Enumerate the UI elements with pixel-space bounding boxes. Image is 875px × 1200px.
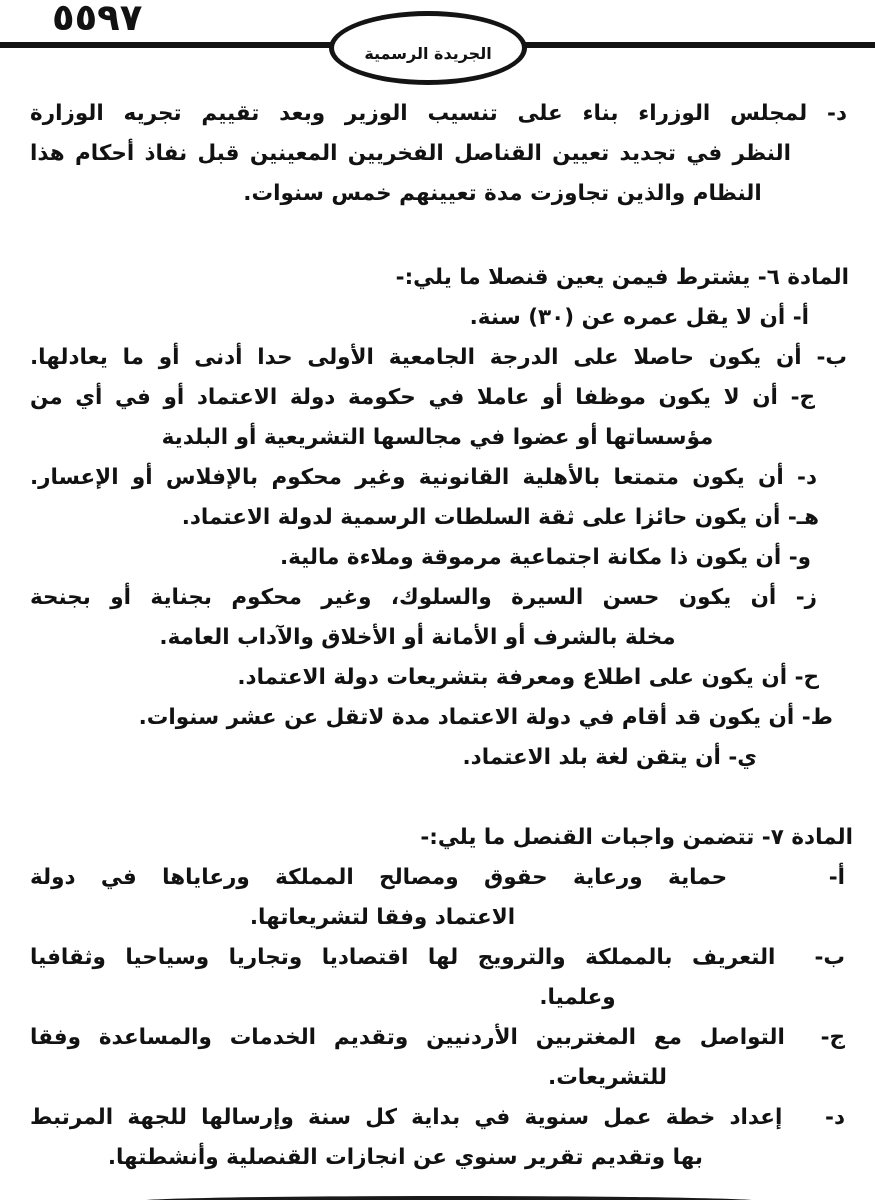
document-body — [0, 80, 875, 1178]
article-6 — [0, 258, 875, 778]
text-line: ب- أن يكون حاصلا على الدرجة الجامعية الأولى حدا أدنى أو ما يعادلها. — [30, 345, 847, 370]
text-line: النظر في تجديد تعيين القناصل الفخريين المعينين قبل نفاذ أحكام هذا — [30, 141, 791, 166]
text-line: ج- أن لا يكون موظفا أو عاملا في حكومة دولة الاعتماد أو في أي من — [30, 385, 815, 410]
text-line: بها وتقديم تقرير سنوي عن انجازات القنصلية وأنشطتها. — [107, 1145, 703, 1170]
article-7 — [0, 818, 875, 1178]
text-line: المادة ٧- تتضمن واجبات القنصل ما يلي:- — [420, 825, 853, 850]
text-line: هـ- أن يكون حائزا على ثقة السلطات الرسمية لدولة الاعتماد. — [181, 505, 819, 530]
text-line: المادة ٦- يشترط فيمن يعين قنصلا ما يلي:- — [395, 265, 849, 290]
text-line: مخلة بالشرف أو الأمانة أو الأخلاق والآداب العامة. — [159, 625, 676, 650]
text-line: ط- أن يكون قد أقام في دولة الاعتماد مدة لاتقل عن عشر سنوات. — [138, 705, 833, 730]
bottom-rule — [140, 1196, 758, 1200]
text-line: أ- أن لا يقل عمره عن (٣٠) سنة. — [469, 305, 809, 330]
text-line: و- أن يكون ذا مكانة اجتماعية مرموقة وملاءة مالية. — [279, 545, 811, 570]
text-line: للتشريعات. — [548, 1065, 667, 1090]
text-line: ج- التواصل مع المغتربين الأردنيين وتقديم الخدمات والمساعدة وفقا — [30, 1025, 845, 1050]
text-line: الاعتماد وفقا لتشريعاتها. — [249, 905, 516, 930]
text-line: ح- أن يكون على اطلاع ومعرفة بتشريعات دولة الاعتماد. — [237, 665, 819, 690]
text-line: ز- أن يكون حسن السيرة والسلوك، وغير محكوم بجناية أو بجنحة — [30, 585, 817, 610]
text-line: ب- التعريف بالمملكة والترويج لها اقتصاديا وتجاريا وسياحيا وثقافيا — [30, 945, 845, 970]
text-line: د- أن يكون متمتعا بالأهلية القانونية وغير محكوم بالإفلاس أو الإعسار. — [30, 465, 817, 490]
page-number: ٥٥٩٧ — [52, 0, 143, 39]
text-line: النظام والذين تجاوزت مدة تعيينهم خمس سنوات. — [243, 181, 762, 206]
gazette-oval-badge — [329, 11, 527, 85]
clause-d-continuation — [0, 94, 875, 214]
text-line: مؤسساتها أو عضوا في مجالسها التشريعية أو البلدية — [161, 425, 714, 450]
text-line: د- إعداد خطة عمل سنوية في بداية كل سنة وإرسالها للجهة المرتبط — [30, 1105, 845, 1130]
text-line: وعلميا. — [539, 985, 616, 1010]
gazette-title: الجريدة الرسمية — [364, 43, 492, 63]
page-header — [0, 0, 875, 80]
text-line: ي- أن يتقن لغة بلد الاعتماد. — [462, 745, 757, 770]
text-line: أ- حماية ورعاية حقوق ومصالح المملكة ورعاياها في دولة — [30, 865, 845, 890]
text-line: د- لمجلس الوزراء بناء على تنسيب الوزير وبعد تقييم تجريه الوزارة — [30, 101, 847, 126]
